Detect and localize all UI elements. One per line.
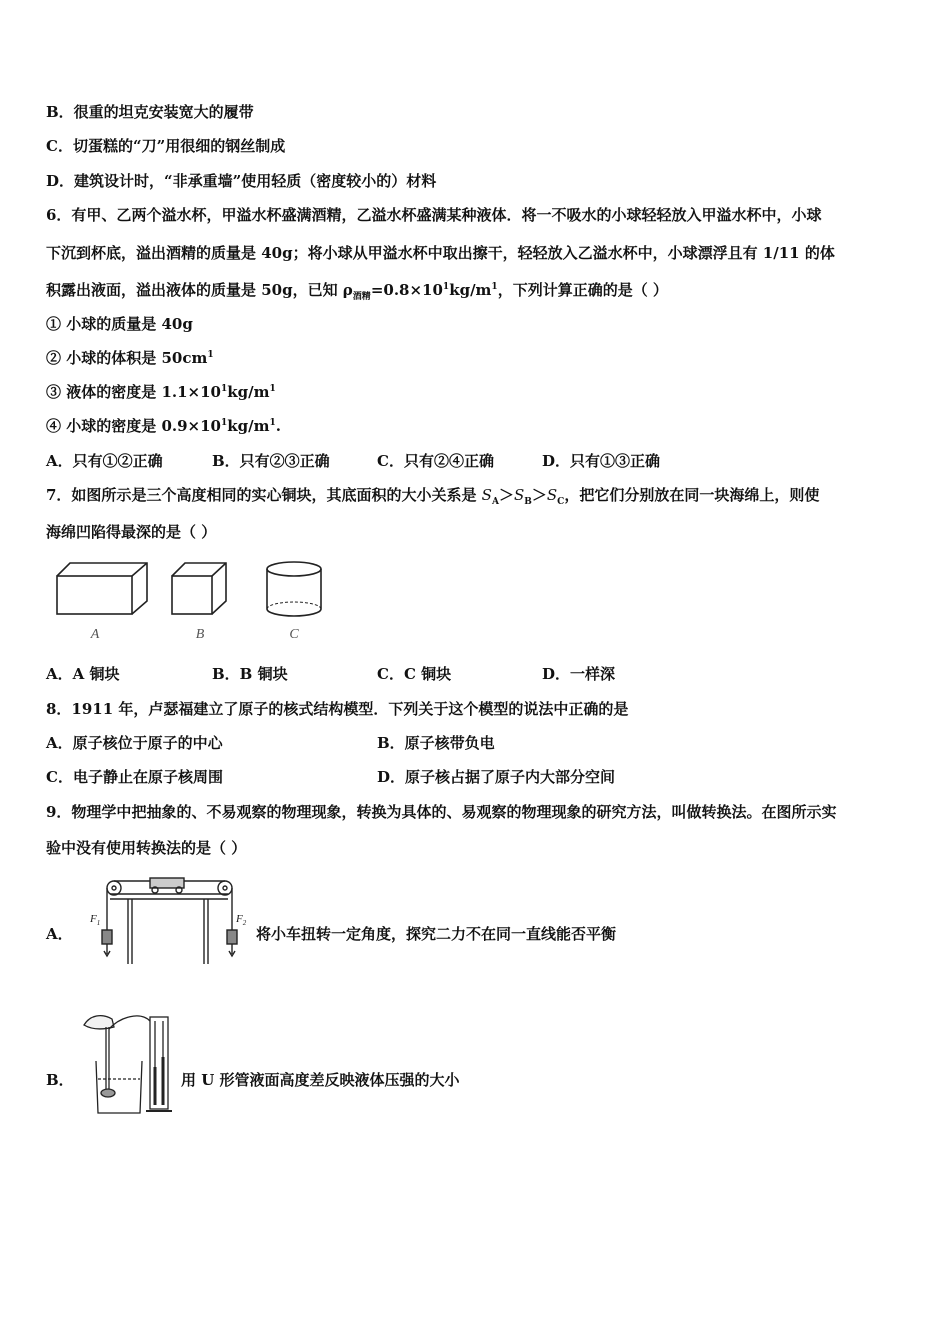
- q7-option-a[interactable]: A．A 铜块: [46, 665, 120, 683]
- q7-sc-sub: C: [557, 497, 565, 507]
- q9-option-b-text[interactable]: 用 U 形管液面高度差反映液体压强的大小: [181, 1071, 460, 1089]
- q6-line3-post: ，下列计算正确的是（ ）: [497, 281, 668, 299]
- q7-stem-line1: [46, 485, 819, 505]
- block-a-label: A: [90, 627, 100, 642]
- q6-statement-4: [46, 416, 281, 436]
- block-c-figure: [267, 562, 321, 616]
- q9-stem-line1: 9．物理学中把抽象的、不易观察的物理现象，转换为具体的、易观察的物理现象的研究方法，叫做转换法。在图所示实: [46, 803, 837, 821]
- q6-line3-unit-exp: 1: [491, 282, 498, 292]
- prev-option-c: C．切蛋糕的“刀”用很细的钢丝制成: [46, 137, 286, 155]
- q7-option-d[interactable]: D．一样深: [542, 665, 616, 683]
- prev-option-b: B．很重的坦克安装宽大的履带: [46, 103, 254, 121]
- q6-line3-mid: =0.8×10: [370, 281, 443, 299]
- q6-rho-subscript: 酒精: [352, 292, 371, 302]
- force-f1-subscript: 1: [96, 919, 101, 927]
- q6-s3-unit-exp: 1: [269, 384, 276, 394]
- q6-s3-unit: kg/m: [227, 383, 270, 401]
- q6-line3-pre: 积露出液面，溢出液体的质量是 50g，已知 ρ: [46, 281, 353, 299]
- q7-sa: S: [481, 486, 492, 504]
- q7-sb-sub: B: [524, 497, 532, 507]
- q7-line1-post: ，把它们分别放在同一块海绵上，则使: [564, 486, 820, 504]
- q9-stem-line2: 验中没有使用转换法的是（ ）: [46, 839, 247, 857]
- block-a-figure: [57, 563, 147, 614]
- q6-line3-exp: 1: [442, 282, 450, 292]
- q8-option-b[interactable]: B．原子核带负电: [377, 734, 495, 752]
- force-f1-label: [89, 913, 100, 927]
- q7-sb: S: [513, 486, 525, 504]
- q6-s4-text: ④ 小球的密度是 0.9×10: [46, 417, 221, 435]
- q8-option-c[interactable]: C．电子静止在原子核周围: [46, 768, 223, 786]
- block-b-label: B: [195, 627, 205, 642]
- prev-option-d: D．建筑设计时，“非承重墙”使用轻质（密度较小的）材料: [46, 172, 437, 190]
- q9-option-b-label[interactable]: B．: [46, 1071, 74, 1089]
- q7-gt1: ＞: [498, 486, 514, 504]
- force-f1-symbol: F: [90, 913, 97, 925]
- q6-s3-exp: 1: [220, 384, 228, 394]
- q6-option-a[interactable]: A．只有①②正确: [46, 452, 163, 470]
- q8-stem: 8．1911 年，卢瑟福建立了原子的核式结构模型．下列关于这个模型的说法中正确的是: [46, 700, 629, 718]
- q7-figure: [50, 556, 350, 646]
- q6-statement-2: [46, 348, 214, 368]
- q9-option-a-label[interactable]: A．: [46, 925, 73, 943]
- q6-option-c[interactable]: C．只有②④正确: [377, 452, 494, 470]
- q9-figure-b: [80, 1007, 180, 1119]
- q6-statement-1: ① 小球的质量是 40g: [46, 315, 193, 333]
- q7-option-b[interactable]: B．B 铜块: [212, 665, 288, 683]
- q6-line3-unit: kg/m: [449, 281, 492, 299]
- force-f2-label: [235, 913, 247, 927]
- q6-s4-unit-exp: 1: [269, 418, 276, 428]
- q6-s3-text: ③ 液体的密度是 1.1×10: [46, 383, 221, 401]
- q6-s2-text: ② 小球的体积是 50cm: [46, 349, 208, 367]
- q7-gt2: ＞: [531, 486, 547, 504]
- q6-s4-exp: 1: [220, 418, 228, 428]
- force-f2-subscript: 2: [242, 919, 247, 927]
- q6-stem-line3: [46, 280, 668, 300]
- q6-stem-line1: 6．有甲、乙两个溢水杯，甲溢水杯盛满酒精，乙溢水杯盛满某种液体．将一不吸水的小球轻轻放入甲溢水杯中，小球: [46, 206, 822, 224]
- q6-s4-post: .: [275, 417, 281, 435]
- q9-figure-a: [88, 872, 248, 966]
- block-b-figure: [172, 563, 226, 614]
- q7-line1-pre: 7．如图所示是三个高度相同的实心铜块，其底面积的大小关系是: [46, 486, 482, 504]
- q6-s2-exp: 1: [207, 350, 214, 360]
- q9-option-a-text[interactable]: 将小车扭转一定角度，探究二力不在同一直线能否平衡: [256, 925, 617, 943]
- block-c-label: C: [289, 627, 299, 642]
- q8-option-d[interactable]: D．原子核占据了原子内大部分空间: [377, 768, 616, 786]
- q7-sc: S: [546, 486, 558, 504]
- q6-s4-unit: kg/m: [227, 417, 270, 435]
- q6-option-b[interactable]: B．只有②③正确: [212, 452, 330, 470]
- q6-statement-3: [46, 382, 276, 402]
- q7-stem-line2: 海绵凹陷得最深的是（ ）: [46, 523, 217, 541]
- q7-option-c[interactable]: C．C 铜块: [377, 665, 452, 683]
- q6-option-d[interactable]: D．只有①③正确: [542, 452, 661, 470]
- force-f2-symbol: F: [236, 913, 243, 925]
- q8-option-a[interactable]: A．原子核位于原子的中心: [46, 734, 223, 752]
- q6-stem-line2: 下沉到杯底，溢出酒精的质量是 40g；将小球从甲溢水杯中取出擦干，轻轻放入乙溢水杯中，小球漂浮且有 1/11 的体: [46, 244, 835, 262]
- q7-sa-sub: A: [491, 497, 499, 507]
